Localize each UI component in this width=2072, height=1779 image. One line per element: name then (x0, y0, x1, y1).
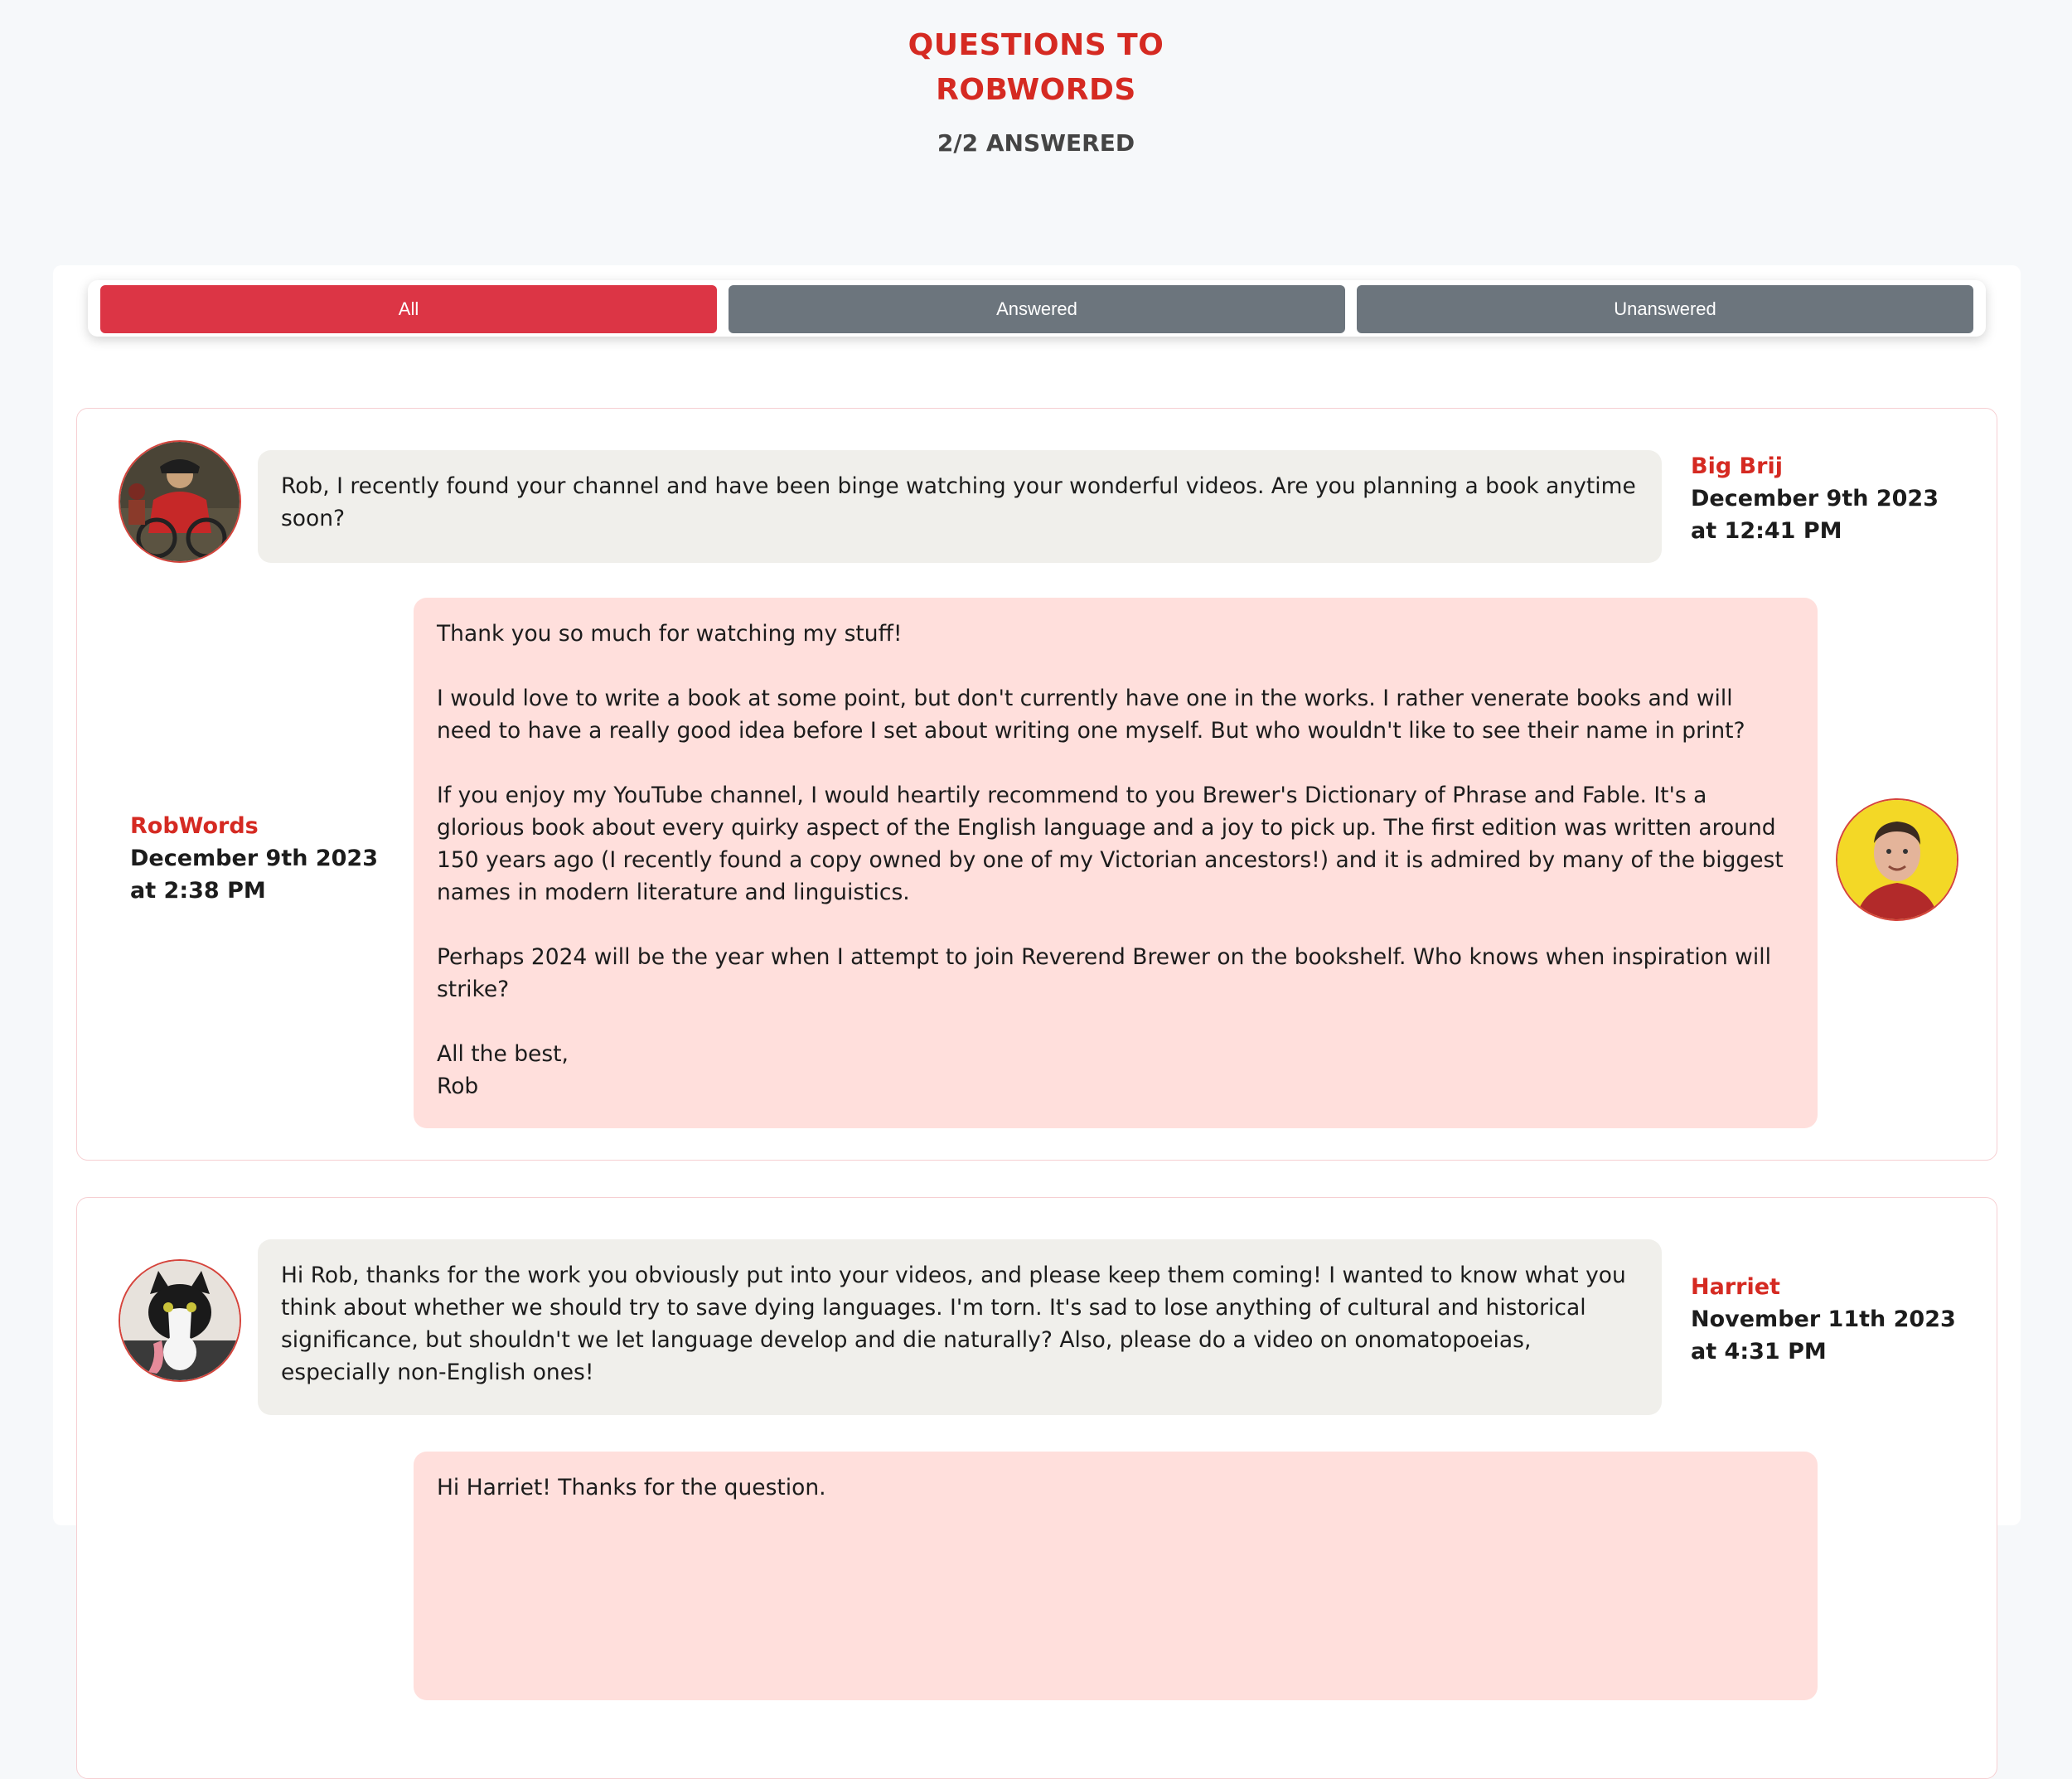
answerer-name: RobWords (130, 813, 259, 839)
cyclist-photo-icon (120, 442, 240, 561)
answerer-time: at 2:38 PM (130, 878, 266, 904)
avatar (119, 440, 241, 563)
answered-count: 2/2 ANSWERED (937, 129, 1135, 157)
question-text: Hi Rob, thanks for the work you obviously put into your videos, and please keep them coming! I wanted to know what you think about whether we should try to save dying languages. I'm torn. It's sad to lose anything of cultural and historical significance, but shouldn't we let language develop and die naturally? Also, please do a video on onomatopoeias, especially non-English ones! (258, 1239, 1662, 1415)
asker-time: at 12:41 PM (1691, 518, 1842, 544)
question-text: Rob, I recently found your channel and have been binge watching your wonderful videos. Are you planning a book anytime soon? (258, 450, 1662, 563)
asker-meta (1691, 1271, 1956, 1368)
asker-date: November 11th 2023 (1691, 1306, 1956, 1332)
question-item (76, 1197, 1997, 1779)
filter-all-button[interactable]: All (100, 285, 717, 333)
asker-meta (1691, 450, 1939, 547)
filter-unanswered-button[interactable]: Unanswered (1357, 285, 1973, 333)
asker-name: Big Brij (1691, 453, 1783, 479)
answer-text: Thank you so much for watching my stuff! I would love to write a book at some point, but don't currently have one in the works. I rather venerate books and will need to have a really good idea before I set about writing one myself. But who wouldn't like to see their name in print? If you enjoy my YouTube channel, I would heartily recommend to you Brewer's Dictionary of Phrase and Fable. It's a glorious book about every quirky aspect of the English language and a joy to pick up. The first edition was written around 150 years ago (I recently found a copy owned by one of my Victorian ancestors!) and it is admired by many of the biggest names in modern literature and linguistics. Perhaps 2024 will be the year when I attempt to join Reverend Brewer on the bookshelf. Who knows when inspiration will strike? All the best, Rob (414, 598, 1818, 1128)
question-item (76, 408, 1997, 1161)
questions-card (53, 265, 2021, 1525)
asker-date: December 9th 2023 (1691, 486, 1939, 511)
avatar (119, 1259, 241, 1382)
page-title: QUESTIONS TO ROBWORDS (908, 28, 1164, 107)
answerer-date: December 9th 2023 (130, 846, 378, 871)
asker-time: at 4:31 PM (1691, 1339, 1827, 1365)
cat-photo-icon (120, 1261, 240, 1380)
answerer-meta (130, 810, 378, 907)
rob-photo-icon (1837, 800, 1957, 919)
filter-bar (88, 280, 1986, 337)
avatar (1836, 798, 1958, 921)
answer-text: Hi Harriet! Thanks for the question. (414, 1452, 1818, 1700)
filter-answered-button[interactable]: Answered (729, 285, 1345, 333)
asker-name: Harriet (1691, 1274, 1780, 1300)
page-header (0, 0, 2072, 157)
